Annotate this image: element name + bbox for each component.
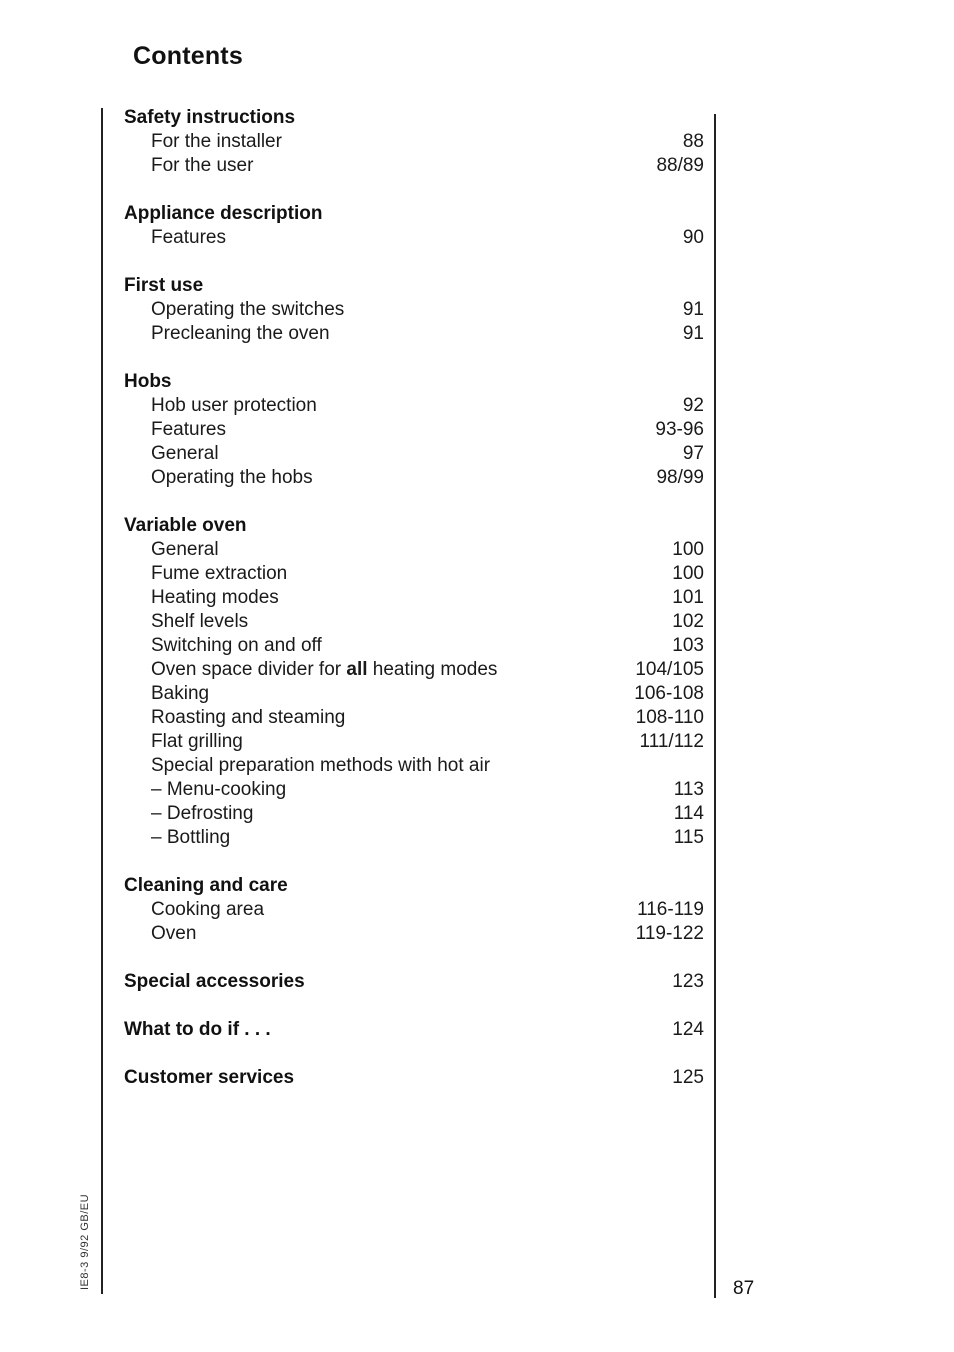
section-heading: Special accessories bbox=[124, 971, 305, 992]
entry-page-number: 101 bbox=[672, 587, 704, 608]
section-heading: Variable oven bbox=[124, 515, 247, 536]
toc-section bbox=[124, 1018, 704, 1042]
entry-label: Special preparation methods with hot air bbox=[151, 755, 491, 776]
toc-entry bbox=[124, 826, 704, 850]
toc-section-heading-row bbox=[124, 202, 704, 226]
toc-section bbox=[124, 874, 704, 946]
toc-entry bbox=[124, 610, 704, 634]
entry-page-number: 116-119 bbox=[637, 899, 704, 920]
entry-label: Operating the switches bbox=[151, 299, 345, 320]
toc-entry bbox=[124, 730, 704, 754]
section-heading: First use bbox=[124, 275, 204, 296]
entry-page-number: 100 bbox=[672, 539, 704, 560]
entry-page-number: 97 bbox=[682, 443, 704, 464]
toc-section-heading-row bbox=[124, 970, 704, 994]
entry-label: Hob user protection bbox=[151, 395, 317, 416]
entry-page-number: 103 bbox=[672, 635, 704, 656]
toc-section-heading-row bbox=[124, 1066, 704, 1090]
toc-section-heading-row bbox=[124, 274, 704, 298]
entry-page-number: 91 bbox=[682, 299, 704, 320]
entry-label: Operating the hobs bbox=[151, 467, 313, 488]
entry-page-number: 106-108 bbox=[634, 683, 704, 704]
toc-section-heading-row bbox=[124, 106, 704, 130]
entry-page-number: 88 bbox=[682, 131, 704, 152]
entry-label: – Bottling bbox=[151, 827, 231, 848]
entry-label: – Defrosting bbox=[151, 803, 254, 824]
toc-entry bbox=[124, 154, 704, 178]
toc-entry bbox=[124, 706, 704, 730]
section-heading: Hobs bbox=[124, 371, 172, 392]
section-heading: Cleaning and care bbox=[124, 875, 288, 896]
toc-entry bbox=[124, 298, 704, 322]
entry-label: General bbox=[151, 443, 219, 464]
entry-label: Heating modes bbox=[151, 587, 279, 608]
right-margin-rule bbox=[714, 114, 716, 1298]
entry-page-number: 91 bbox=[682, 323, 704, 344]
entry-page-number: 104/105 bbox=[635, 659, 704, 680]
toc-section-heading-row bbox=[124, 874, 704, 898]
entry-label: Roasting and steaming bbox=[151, 707, 346, 728]
entry-label: Baking bbox=[151, 683, 210, 704]
toc-entry bbox=[124, 754, 704, 778]
entry-page-number: 115 bbox=[673, 827, 704, 848]
page-title: Contents bbox=[133, 42, 243, 70]
toc-entry bbox=[124, 682, 704, 706]
toc-entry bbox=[124, 394, 704, 418]
entry-label: Fume extraction bbox=[151, 563, 288, 584]
entry-label: Precleaning the oven bbox=[151, 323, 330, 344]
toc-entry bbox=[124, 538, 704, 562]
section-page-number: 123 bbox=[672, 971, 704, 992]
toc-entry bbox=[124, 658, 704, 682]
section-heading: Customer services bbox=[124, 1067, 295, 1088]
toc-section bbox=[124, 514, 704, 850]
entry-label: Features bbox=[151, 227, 226, 248]
entry-page-number: 100 bbox=[672, 563, 704, 584]
toc-entry bbox=[124, 778, 704, 802]
toc-entry bbox=[124, 802, 704, 826]
entry-page-number: 113 bbox=[673, 779, 704, 800]
toc-section bbox=[124, 370, 704, 490]
toc-entry bbox=[124, 562, 704, 586]
entry-page-number: 114 bbox=[673, 803, 704, 824]
entry-label: Oven space divider for all heating modes bbox=[151, 659, 498, 680]
entry-page-number: 88/89 bbox=[656, 155, 704, 176]
toc-entry bbox=[124, 226, 704, 250]
entry-label: Oven bbox=[151, 923, 197, 944]
entry-page-number: 111/112 bbox=[639, 731, 704, 752]
entry-page-number: 102 bbox=[672, 611, 704, 632]
toc-section bbox=[124, 970, 704, 994]
toc-entry bbox=[124, 898, 704, 922]
toc-section bbox=[124, 274, 704, 346]
toc-section bbox=[124, 1066, 704, 1090]
entry-page-number: 92 bbox=[682, 395, 704, 416]
toc-section-heading-row bbox=[124, 1018, 704, 1042]
left-margin-rule bbox=[101, 108, 103, 1294]
entry-page-number: 90 bbox=[682, 227, 704, 248]
section-heading: Safety instructions bbox=[124, 107, 296, 128]
entry-label: – Menu-cooking bbox=[151, 779, 287, 800]
entry-label: Flat grilling bbox=[151, 731, 243, 752]
entry-page-number: 108-110 bbox=[635, 707, 704, 728]
toc-entry bbox=[124, 586, 704, 610]
entry-page-number: 93-96 bbox=[655, 419, 704, 440]
entry-label: Shelf levels bbox=[151, 611, 249, 632]
entry-label: For the user bbox=[151, 155, 254, 176]
table-of-contents bbox=[124, 106, 704, 1114]
entry-label: General bbox=[151, 539, 219, 560]
toc-entry bbox=[124, 922, 704, 946]
toc-entry bbox=[124, 634, 704, 658]
entry-label: Switching on and off bbox=[151, 635, 322, 656]
toc-entry bbox=[124, 466, 704, 490]
entry-page-number: 98/99 bbox=[656, 467, 704, 488]
toc-entry bbox=[124, 130, 704, 154]
toc-section bbox=[124, 202, 704, 250]
toc-section bbox=[124, 106, 704, 178]
entry-label: Features bbox=[151, 419, 226, 440]
section-heading: Appliance description bbox=[124, 203, 323, 224]
section-page-number: 124 bbox=[672, 1019, 704, 1040]
toc-entry bbox=[124, 322, 704, 346]
toc-section-heading-row bbox=[124, 370, 704, 394]
toc-section-heading-row bbox=[124, 514, 704, 538]
section-heading: What to do if . . . bbox=[124, 1019, 271, 1040]
page-number: 87 bbox=[733, 1278, 755, 1299]
document-code: IE8-3 9/92 GB/EU bbox=[79, 1193, 91, 1290]
toc-entry bbox=[124, 442, 704, 466]
section-page-number: 125 bbox=[672, 1067, 704, 1088]
entry-label: For the installer bbox=[151, 131, 282, 152]
entry-label: Cooking area bbox=[151, 899, 265, 920]
toc-entry bbox=[124, 418, 704, 442]
entry-page-number: 119-122 bbox=[635, 923, 704, 944]
